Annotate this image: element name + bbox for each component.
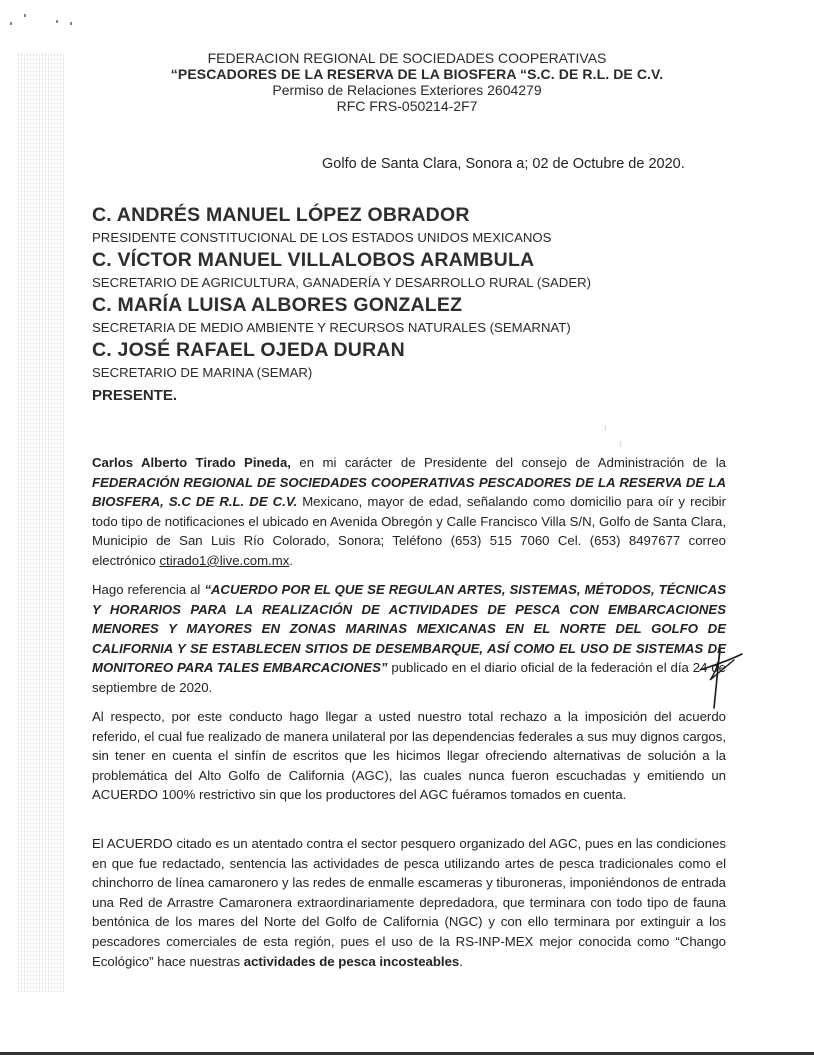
recipient-name: C. MARÍA LUISA ALBORES GONZALEZ: [92, 294, 463, 316]
date-line: Golfo de Santa Clara, Sonora a; 02 de Octubre de 2020.: [322, 156, 685, 172]
recipient-name: C. JOSÉ RAFAEL OJEDA DURAN: [92, 339, 405, 361]
scan-speck: [10, 22, 12, 25]
scan-noise-strip: [18, 52, 66, 992]
recipient: [92, 294, 591, 339]
paragraph-identification: [92, 453, 726, 571]
letterhead-org-name: FEDERACION REGIONAL DE SOCIEDADES COOPERATIVAS: [207, 50, 607, 66]
paragraph-text: en mi carácter de Presidente del consejo de Administración de la: [290, 455, 726, 470]
emphasis-text: actividades de pesca incosteables: [243, 953, 460, 969]
recipient-name: C. ANDRÉS MANUEL LÓPEZ OBRADOR: [92, 204, 470, 226]
scan-speck: [24, 14, 26, 17]
letterhead-org-subtitle-text: “PESCADORES DE LA RESERVA DE LA BIOSFERA “S.C. DE R.L. DE C.V.: [170, 66, 664, 82]
paragraph-text: Hago referencia al: [92, 582, 205, 597]
signature-initials: [698, 644, 758, 712]
paragraph-reference: [92, 580, 726, 698]
letterhead: [0, 50, 814, 114]
recipient-role: SECRETARIO DE AGRICULTURA, GANADERÍA Y DESARROLLO RURAL (SADER): [92, 275, 592, 290]
recipient-role: SECRETARIA DE MEDIO AMBIENTE Y RECURSOS NATURALES (SEMARNAT): [92, 320, 571, 335]
scan-speck: [70, 22, 72, 25]
paragraph-text: El ACUERDO citado es un atentado contra el sector pesquero organizado del AGC, pues en las condiciones en que fue redactado, sentencia las actividades de pesca utilizando artes de pesca tradicionales como el chinchorro de línea camaronero y las redes de enmalle escameras y tiburoneras, imponiéndonos de entrada una Red de Arrastre Camaronera extraordinariamente depredadora, que terminara con todo tipo de fauna bentónica de los mares del Norte del Golfo de California (NGC) y con ello terminara por extinguir a los pescadores comerciales de esta región, pues el uso de la RS-INP-MEX mejor conocida como “Chango Ecológico” hace nuestras: [92, 836, 726, 969]
recipient-name: C. VÍCTOR MANUEL VILLALOBOS ARAMBULA: [92, 249, 535, 271]
letterhead-permit: Permiso de Relaciones Exteriores 2604279: [272, 82, 542, 98]
letterhead-rfc: RFC FRS-050214-2F7: [336, 98, 478, 114]
federation-name: FEDERACIÓN REGIONAL DE SOCIEDADES COOPERATIVAS PESCADORES DE LA RESERVA DE LA BIOSFERA, S.C DE R.L. DE C.V.: [92, 474, 726, 510]
paragraph-rejection: Al respecto, por este conducto hago llegar a usted nuestro total rechazo a la imposición del acuerdo referido, el cual fue realizado de manera unilateral por las dependencias federales a sus muy dignos cargos, sin tener en cuenta el sinfín de escritos que les hicimos llegar ofreciendo alternativas de solución a la problemática del Alto Golfo de California (AGC), las cuales nunca fueron escuchadas y emitiendo un ACUERDO 100% restrictivo sin que los productores del AGC fuéramos tomados en cuenta.: [92, 709, 726, 803]
agreement-title: “ACUERDO POR EL QUE SE REGULAN ARTES, SISTEMAS, MÉTODOS, TÉCNICAS Y HORARIOS PARA LA REALIZACIÓN DE ACTIVIDADES DE PESCA CON EMBARCACIONES MENORES Y MAYORES EN ZONAS MARINAS MEXICANAS EN EL NORTE DEL GOLFO DE CALIFORNIA Y SE ESTABLECEN SITIOS DE DESEMBARQUE, ASÍ COMO EL USO DE SISTEMAS DE MONITOREO PARA TALES EMBARCACIONES”: [92, 582, 726, 676]
paragraph-text: .: [289, 552, 294, 568]
scan-mark: ⁝: [604, 424, 607, 433]
paragraph-argument: [92, 834, 726, 971]
recipient-role: PRESIDENTE CONSTITUCIONAL DE LOS ESTADOS UNIDOS MEXICANOS: [92, 230, 552, 245]
email-link[interactable]: ctirado1@live.com.mx: [159, 552, 290, 568]
recipient: [92, 339, 591, 384]
salutation: PRESENTE.: [92, 387, 178, 404]
scan-mark: ⁝: [619, 440, 622, 449]
recipient: [92, 204, 591, 249]
recipients-block: [92, 204, 591, 407]
scan-speck: [56, 20, 58, 23]
letterhead-org-subtitle: [0, 66, 814, 82]
paragraph-text: publicado en el diario oficial de la federación el día 24 de septiembre de 2020.: [92, 660, 726, 695]
sender-name: Carlos Alberto Tirado Pineda,: [92, 455, 291, 470]
paragraph-text: .: [459, 953, 463, 969]
paragraph-text: Mexicano, mayor de edad, señalando como domicilio para oír y recibir todo tipo de notificaciones el ubicado en Avenida Obregón y Calle Francisco Villa S/N, Golfo de Santa Clara, Municipio de San Luis Río Colorado, Sonora; Teléfono (653) 515 7060 Cel. (653) 8497677 correo electrónico: [92, 494, 726, 568]
recipient: [92, 249, 591, 294]
recipient-role: SECRETARIO DE MARINA (SEMAR): [92, 365, 313, 380]
